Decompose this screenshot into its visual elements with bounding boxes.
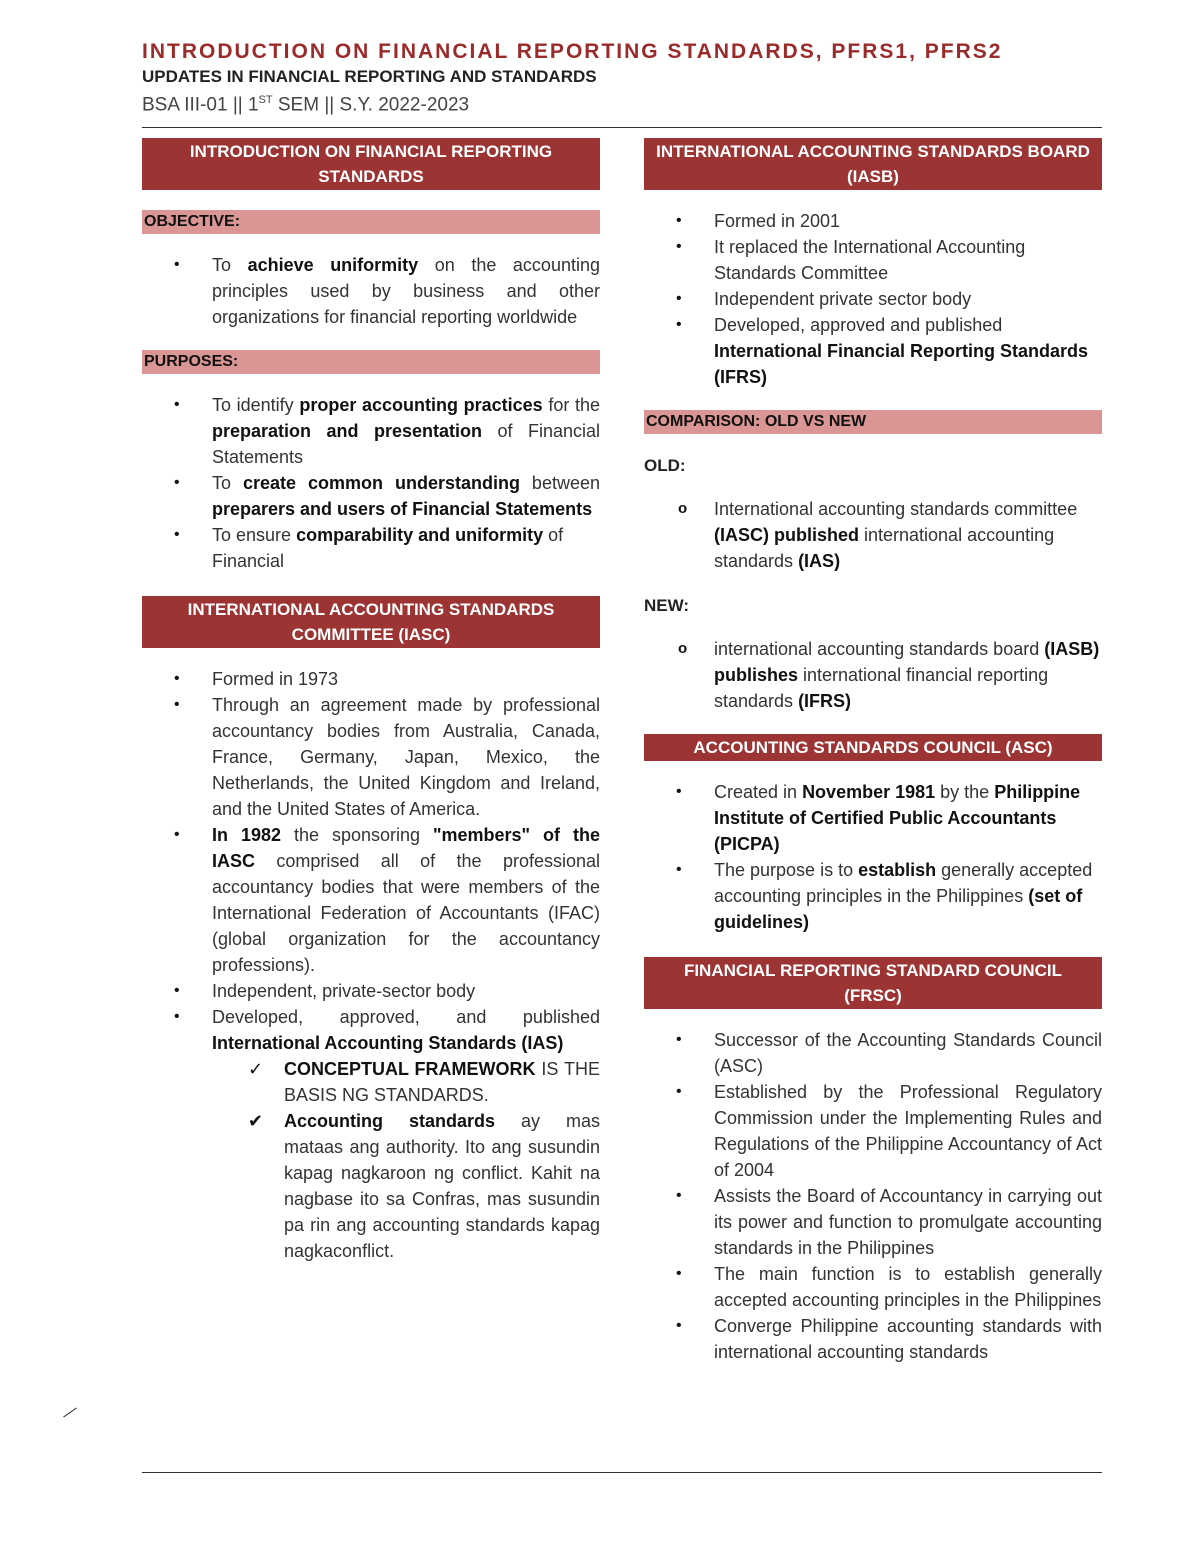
text-bold: achieve uniformity: [247, 255, 419, 275]
text-bold: Accounting standards: [284, 1111, 495, 1131]
text-bold: (IAS): [798, 551, 841, 571]
text: Independent, private-sector body: [212, 981, 476, 1001]
asc-banner: ACCOUNTING STANDARDS COUNCIL (ASC): [644, 734, 1102, 761]
list-item: [644, 208, 1102, 234]
iasb-banner: INTERNATIONAL ACCOUNTING STANDARDS BOARD (IASB): [644, 138, 1102, 190]
comparison-label: COMPARISON: OLD VS NEW: [644, 410, 1102, 434]
bullet-icon: •: [676, 1031, 682, 1048]
bullet-icon: •: [174, 1008, 180, 1025]
text-bold: (IFRS): [798, 691, 852, 711]
purposes-list: [142, 392, 600, 574]
frsc-list: [644, 1027, 1102, 1365]
text-bold: International Accounting Standards (IAS): [212, 1033, 564, 1053]
bullet-icon: •: [676, 1265, 682, 1282]
bullet-icon: •: [174, 696, 180, 713]
asc-list: [644, 779, 1102, 935]
list-item: [142, 822, 600, 978]
list-item: [142, 392, 600, 470]
text-bold: November 1981: [802, 782, 936, 802]
text: of Financial Statements: [212, 421, 600, 467]
document-meta: [142, 88, 1102, 117]
circle-bullet-icon: o: [678, 500, 688, 517]
footer-divider: [142, 1472, 1102, 1473]
text: international accounting standards board: [714, 639, 1045, 659]
iasc-sublist: [142, 1056, 600, 1264]
list-item: [644, 1079, 1102, 1183]
text: IS THE BASIS NG STANDARDS.: [284, 1059, 601, 1105]
text: Created in: [714, 782, 803, 802]
new-list: [644, 636, 1102, 714]
list-item: [644, 1183, 1102, 1261]
purposes-label: PURPOSES:: [142, 350, 600, 374]
text: of Financial: [212, 525, 564, 571]
text: by the: [935, 782, 995, 802]
bullet-icon: •: [174, 826, 180, 843]
old-label: OLD:: [644, 456, 686, 475]
frsc-banner: FINANCIAL REPORTING STANDARD COUNCIL (FRSC): [644, 957, 1102, 1009]
list-item: [644, 286, 1102, 312]
old-list: [644, 496, 1102, 574]
text: International accounting standards committee: [714, 499, 1078, 519]
list-item: [142, 1056, 600, 1108]
check-icon: ✔: [248, 1111, 264, 1131]
text: for the: [542, 395, 601, 415]
text: Independent private sector body: [714, 289, 972, 309]
text-bold: preparers and users of Financial Statements: [212, 499, 593, 519]
text: Converge Philippine accounting standards with international accounting standards: [714, 1316, 1102, 1362]
text-bold: (set of guidelines): [714, 886, 1083, 932]
bullet-icon: •: [676, 316, 682, 333]
text: It replaced the International Accounting Standards Committee: [714, 237, 1026, 283]
list-item: [644, 857, 1102, 935]
text: between: [519, 473, 600, 493]
text: To ensure: [212, 525, 297, 545]
text-bold: establish: [858, 860, 937, 880]
document-title: INTRODUCTION ON FINANCIAL REPORTING STANDARDS, PFRS1, PFRS2: [142, 40, 1003, 63]
list-item: [142, 692, 600, 822]
iasc-banner: INTERNATIONAL ACCOUNTING STANDARDS COMMITTEE (IASC): [142, 596, 600, 648]
text: Formed in 2001: [714, 211, 841, 231]
bullet-icon: •: [676, 1317, 682, 1334]
text: Successor of the Accounting Standards Council (ASC): [714, 1030, 1102, 1076]
stray-mark: [63, 1408, 77, 1418]
text-bold: Philippine Institute of Certified Public Accountants (PICPA): [714, 782, 1081, 854]
meta-sup: ST: [258, 94, 273, 106]
bullet-icon: •: [676, 238, 682, 255]
list-item: [142, 470, 600, 522]
text: Formed in 1973: [212, 669, 339, 689]
text-bold: comparability and uniformity: [296, 525, 544, 545]
text: on the accounting principles used by business and other organizations for financial reporting worldwide: [212, 255, 600, 327]
text: To identify: [212, 395, 300, 415]
list-item: [644, 234, 1102, 286]
list-item: [142, 666, 600, 692]
bullet-icon: •: [676, 861, 682, 878]
text: Developed, approved, and published: [212, 1007, 600, 1027]
text: To: [212, 473, 243, 493]
bullet-icon: •: [676, 1187, 682, 1204]
intro-banner: INTRODUCTION ON FINANCIAL REPORTING STANDARDS: [142, 138, 600, 190]
list-item: [644, 636, 1102, 714]
text: comprised all of the professional accountancy bodies that were members of the International Federation of Accountants (IFAC) (global organization for the accountancy professions).: [212, 851, 600, 975]
right-column: [644, 138, 1102, 1365]
list-item: [644, 1261, 1102, 1313]
bullet-icon: •: [174, 396, 180, 413]
text-bold: In 1982: [212, 825, 281, 845]
bullet-icon: •: [676, 290, 682, 307]
text-bold: CONCEPTUAL FRAMEWORK: [284, 1059, 536, 1079]
iasb-list: [644, 208, 1102, 390]
list-item: [644, 1313, 1102, 1365]
text: ay mas mataas ang authority. Ito ang susundin kapag nagkaroon ng conflict. Kahit na nagbase ito sa Confras, mas susundin pa rin ang accounting standards kapag nagkaconflict.: [284, 1111, 600, 1261]
new-label: NEW:: [644, 596, 690, 615]
list-item: [644, 496, 1102, 574]
bullet-icon: •: [174, 256, 180, 273]
meta-suffix: SEM || S.Y. 2022-2023: [272, 94, 470, 116]
text: The purpose is to: [714, 860, 859, 880]
list-item: [142, 252, 600, 330]
text: Established by the Professional Regulatory Commission under the Implementing Rules and Regulations of the Philippine Accountancy of Act of 2004: [714, 1082, 1102, 1180]
objective-label: OBJECTIVE:: [142, 210, 600, 234]
bullet-icon: •: [174, 474, 180, 491]
text-bold: preparation and presentation: [212, 421, 482, 441]
text: Developed, approved and published: [714, 315, 1003, 335]
text-bold: proper accounting practices: [299, 395, 543, 415]
text: The main function is to establish generally accepted accounting principles in the Philippines: [714, 1264, 1102, 1310]
text-bold: International Financial Reporting Standards (IFRS): [714, 341, 1089, 387]
document-subtitle: UPDATES IN FINANCIAL REPORTING AND STANDARDS: [142, 67, 597, 86]
bullet-icon: •: [676, 1083, 682, 1100]
list-item: [142, 1108, 600, 1264]
header-divider: [142, 127, 1102, 128]
text-bold: "members" of the IASC: [212, 825, 600, 871]
text-bold: create common understanding: [242, 473, 520, 493]
text: international accounting standards: [714, 525, 1055, 571]
page-header: [142, 38, 1102, 117]
list-item: [142, 978, 600, 1004]
list-item: [142, 1004, 600, 1056]
text: To: [212, 255, 248, 275]
text: Through an agreement made by professional accountancy bodies from Australia, Canada, France, Germany, Japan, Mexico, the Netherlands, the United Kingdom and Ireland, and the United States of America.: [212, 695, 600, 819]
list-item: [644, 1027, 1102, 1079]
text: international financial reporting standards: [714, 665, 1049, 711]
text-bold: (IASB) publishes: [714, 639, 1100, 685]
left-column: [142, 138, 600, 1264]
bullet-icon: •: [676, 783, 682, 800]
check-icon: ✓: [248, 1059, 264, 1079]
bullet-icon: •: [174, 670, 180, 687]
text: generally accepted accounting principles in the Philippines: [714, 860, 1093, 906]
text: Assists the Board of Accountancy in carrying out its power and function to promulgate accounting standards in the Philippines: [714, 1186, 1102, 1258]
text-bold: (IASC) published: [714, 525, 859, 545]
list-item: [142, 522, 600, 574]
text: the sponsoring: [281, 825, 433, 845]
list-item: [644, 312, 1102, 390]
meta-prefix: BSA III-01 || 1: [142, 94, 259, 116]
bullet-icon: •: [676, 212, 682, 229]
iasc-list: [142, 666, 600, 1056]
bullet-icon: •: [174, 526, 180, 543]
circle-bullet-icon: o: [678, 640, 688, 657]
list-item: [644, 779, 1102, 857]
objective-list: [142, 252, 600, 330]
bullet-icon: •: [174, 982, 180, 999]
